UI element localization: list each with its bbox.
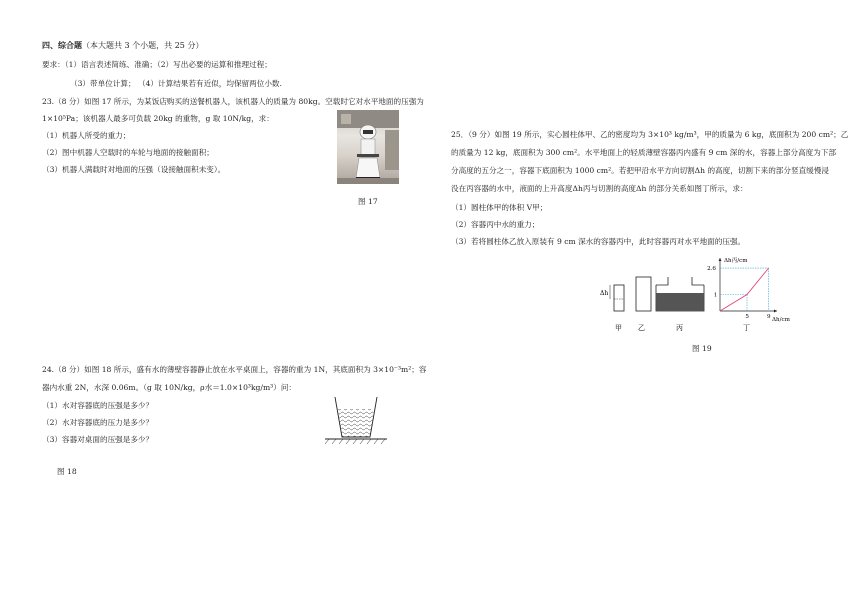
y-tick-label: 1 <box>713 292 718 299</box>
dh-label: Δh <box>600 290 609 297</box>
label-jia: 甲 <box>615 324 622 332</box>
figure-19-caption: 图 19 <box>692 344 712 353</box>
container-water <box>657 293 704 311</box>
section-note: （本大题共 3 个小题，共 25 分） <box>82 41 204 50</box>
x-axis-arrow-icon <box>774 310 777 313</box>
q25-stem-line-2: 的质量为 12 kg，底面积为 300 cm²。水平地面上的轻质薄壁容器丙内盛有 9 cm 深的水，容器上部分高度为下部 <box>451 148 837 157</box>
q23-item-1: （1）机器人所受的重力； <box>42 131 131 140</box>
y-tick-label: 2.6 <box>707 266 717 273</box>
requirements-line-2: （3）带单位计算； （4）计算结果若有近似，均保留两位小数. <box>70 79 282 88</box>
label-yi: 乙 <box>638 324 645 332</box>
y-axis-arrow-icon <box>719 258 722 261</box>
q24-item-1: （1）水对容器底的压强是多少？ <box>42 401 154 410</box>
q24-stem-line-1: 24.（8 分）如图 18 所示，盛有水的薄壁容器静止放在水平桌面上，容器的重为 1N，其底面积为 3×10⁻³m²；容 <box>42 365 427 374</box>
robot-photo-figure-17 <box>337 110 399 184</box>
q23-item-2: （2）图中机器人空载时的车轮与地面的接触面积； <box>42 148 214 157</box>
section-title: 四、综合题（本大题共 3 个小题，共 25 分） <box>42 40 204 50</box>
figure-18-caption: 图 18 <box>57 467 77 476</box>
label-bing: 丙 <box>676 324 683 332</box>
cylinder-jia <box>614 285 624 311</box>
figure-19-drawing <box>600 255 800 335</box>
q23-stem-line-1: 23.（8 分）如图 17 所示，为某饭店购买的送餐机器人，该机器人的质量为 80kg。空载时它对水平地面的压强为 <box>42 97 424 106</box>
figure-17-caption: 图 17 <box>358 197 378 206</box>
q24-item-2: （2）水对容器底的压力是多少？ <box>42 418 154 427</box>
label-ding: 丁 <box>743 324 750 332</box>
q25-item-1: （1）圆柱体甲的体积 V甲； <box>451 203 548 212</box>
q25-item-2: （2）容器丙中水的重力； <box>451 220 540 229</box>
q25-stem-line-3: 分高度的五分之一，容器下底面积为 1000 cm²。若把甲沿水平方向切割Δh 的高度，切割下来的部分竖直缓慢浸 <box>451 166 829 175</box>
requirements-line-1: 要求：（1）语言表述简练、准确；（2）写出必要的运算和推理过程； <box>42 60 272 69</box>
q23-stem-line-2: 1×10⁵Pa；该机器人最多可负载 20kg 的重物，g 取 10N/kg，求： <box>42 114 274 123</box>
q25-stem-line-1: 25．（9 分）如图 19 所示，实心圆柱体甲、乙的密度均为 3×10³ kg/m³，甲的质量为 6 kg，底面积为 200 cm²；乙 <box>451 130 849 139</box>
y-axis-label: Δh丙/cm <box>724 258 748 264</box>
x-tick-label: 9 <box>767 314 771 320</box>
water-container-figure-18 <box>323 395 389 447</box>
figure-19 <box>600 255 800 335</box>
q25-stem-line-4: 没在丙容器的水中，液面的上升高度Δh丙与切割的高度Δh 的部分关系如图丁所示，求： <box>451 184 748 193</box>
q24-item-3: （3）容器对桌面的压强是多少？ <box>42 435 154 444</box>
series-line <box>720 268 769 311</box>
cylinder-yi <box>636 277 651 311</box>
x-tick-label: 5 <box>745 314 749 320</box>
q25-item-3: （3）若将圆柱体乙放入原装有 9 cm 深水的容器丙中，此时容器丙对水平地面的压强。 <box>451 237 746 246</box>
q24-stem-line-2: 器内水重 2N，水深 0.06m。（g 取 10N/kg，ρ水＝1.0×10³kg/m³）问： <box>42 383 297 392</box>
q23-item-3: （3）机器人满载时对地面的压强（设接触面积未变）。 <box>42 165 226 174</box>
robot-illustration <box>337 110 399 184</box>
chart-ding <box>707 257 791 323</box>
x-axis-label: Δh/cm <box>772 317 790 323</box>
